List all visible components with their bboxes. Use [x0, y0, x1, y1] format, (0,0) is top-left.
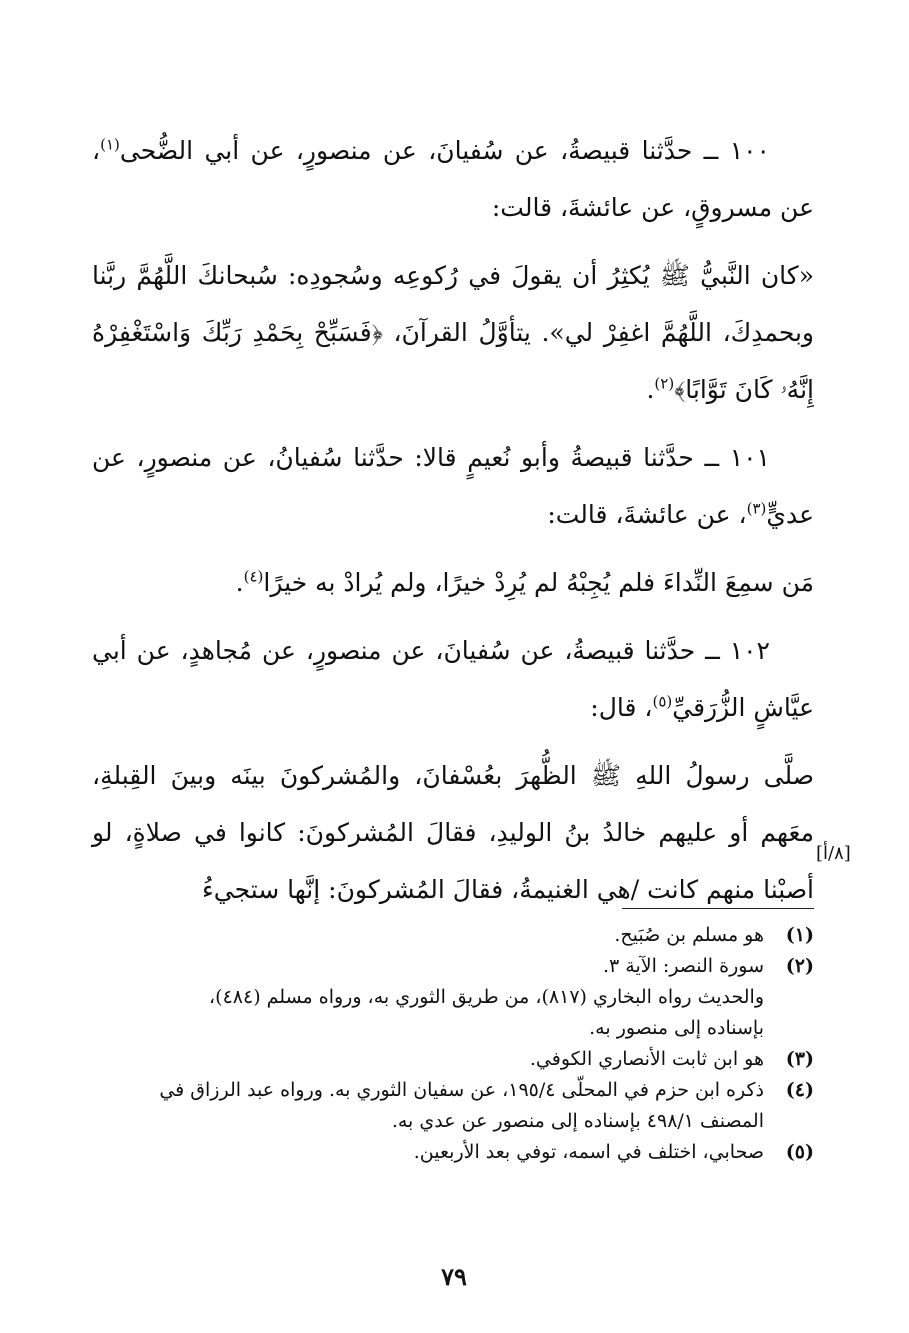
footnote-line: هو مسلم بن صُبَيح. — [614, 924, 764, 946]
hadith-100-matn: «كان النَّبيُّ ﷺ يُكثِرُ أن يقولَ في رُكوعِه وسُجودِه: سُبحانكَ اللَّهُمَّ ربَّنا وبحمدِكَ، اللَّهُمَّ اغفِرْ لي». يتأوَّلُ القرآنَ، ﴿فَسَبِّحْ بِحَمْدِ رَبِّكَ وَاسْتَغْفِرْهُ إِنَّهُۥ كَانَ تَوَّابًا﴾ — [92, 261, 814, 404]
footnote-divider — [622, 908, 814, 909]
hadith-101-chain: ١٠١ ــ حدَّثنا قبيصةُ وأبو نُعيمٍ قالا: حدَّثنا سُفيانُ، عن منصورٍ، عن عديٍّ — [92, 443, 814, 529]
hadith-100-chain: ١٠٠ ــ حدَّثنا قبيصةُ، عن سُفيانَ، عن منصورٍ، عن أبي الضُّحى — [119, 136, 770, 165]
hadith-100-end: . — [646, 375, 655, 404]
footnote-number: (٢) — [785, 955, 814, 977]
footnote-number: (٣) — [785, 1048, 814, 1070]
footnote-text — [92, 951, 764, 1044]
footnote-2 — [92, 951, 814, 1044]
footnote-line: المصنف ٤٩٨/١ بإسناده إلى منصور عن عدي به. — [391, 1110, 764, 1132]
footnote-number: (٥) — [785, 1141, 814, 1163]
hadith-101-end: . — [235, 568, 244, 597]
hadith-100-intro — [92, 122, 814, 236]
footnote-text — [92, 1044, 764, 1075]
footnote-line: هو ابن ثابت الأنصاري الكوفي. — [529, 1048, 764, 1070]
footnote-line: والحديث رواه البخاري (٨١٧)، من طريق الثوري به، ورواه مسلم (٤٨٤)، — [209, 986, 764, 1008]
footnote-3 — [92, 1044, 814, 1075]
footnote-line: سورة النصر: الآية ٣. — [602, 955, 764, 977]
footnote-text — [92, 1137, 764, 1168]
page-number: ٧٩ — [441, 1262, 467, 1291]
footnote-ref-3[interactable]: (٣) — [746, 499, 767, 518]
hadith-102-chain: ١٠٢ ــ حدَّثنا قبيصةُ، عن سُفيانَ، عن منصورٍ، عن مُجاهدٍ، عن أبي عيَّاشٍ الزُّرَقيِّ — [92, 636, 814, 722]
footnote-number: (٤) — [785, 1079, 814, 1101]
hadith-102-chain-end: ، قال: — [590, 693, 653, 722]
footnote-text — [92, 1075, 764, 1137]
footnote-line: ذكره ابن حزم في المحلّى ١٩٥/٤، عن سفيان الثوري به. ورواه عبد الرزاق في — [159, 1079, 764, 1101]
main-text — [92, 122, 814, 918]
footnote-5 — [92, 1137, 814, 1168]
footnote-ref-4[interactable]: (٤) — [243, 567, 264, 586]
footnotes — [92, 920, 814, 1168]
footnote-ref-1[interactable]: (١) — [100, 135, 120, 154]
hadith-102-intro — [92, 622, 814, 736]
hadith-101-intro — [92, 429, 814, 543]
footnote-1 — [92, 920, 814, 951]
hadith-101-chain-end: ، عن عائشةَ، قالت: — [547, 500, 747, 529]
footnote-ref-2[interactable]: (٢) — [654, 374, 675, 393]
footnote-number: (١) — [785, 924, 814, 946]
hadith-101-matn: مَن سمِعَ النِّداءَ فلم يُجِبْهُ لم يُرِدْ خيرًا، ولم يُرادْ به خيرًا — [263, 568, 814, 597]
hadith-100-text — [92, 247, 814, 418]
hadith-101-text — [92, 554, 814, 611]
footnote-ref-5[interactable]: (٥) — [652, 692, 673, 711]
hadith-102-matn: صلَّى رسولُ اللهِ ﷺ الظُّهرَ بعُسْفانَ، والمُشركونَ بينَه وبينَ القِبلةِ، معَهم أو عليهم خالدُ بنُ الوليدِ، فقالَ المُشركونَ: كانوا في صلاةٍ، لو أصبْنا منهم كانت /هي الغنيمةُ، فقالَ المُشركونَ: إنَّها ستجيءُ — [92, 761, 814, 904]
footnote-line: صحابي، اختلف في اسمه، توفي بعد الأربعين. — [413, 1141, 764, 1163]
hadith-100-chain-end: ، عن مسروقٍ، عن عائشةَ، قالت: — [92, 136, 814, 222]
manuscript-folio-mark: [٨/أ] — [816, 843, 851, 864]
hadith-102-text — [92, 747, 814, 918]
footnote-line: بإسناده إلى منصور به. — [589, 1017, 764, 1039]
footnote-4 — [92, 1075, 814, 1137]
footnote-text — [92, 920, 764, 951]
